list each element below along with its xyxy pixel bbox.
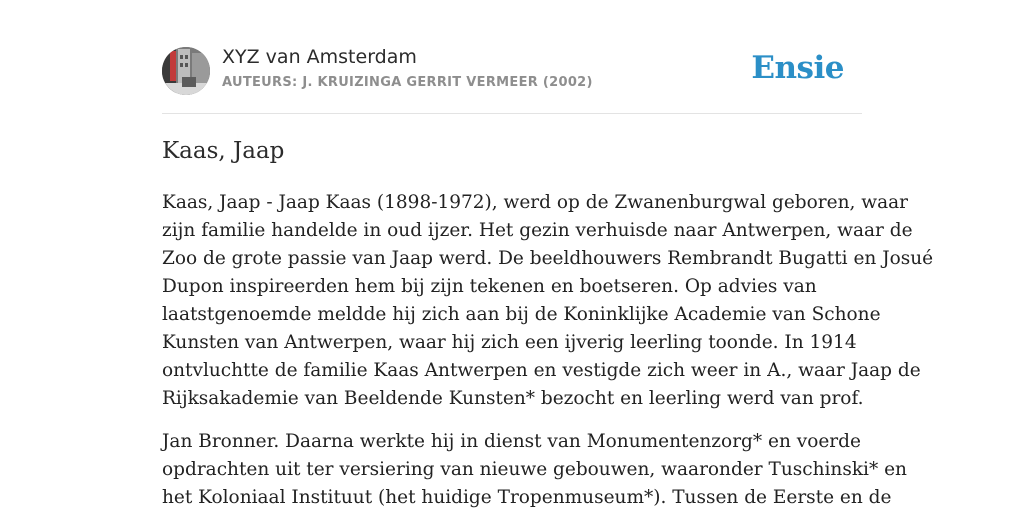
book-header — [162, 46, 862, 96]
ensie-logo[interactable]: Ensie — [751, 50, 844, 86]
entry-paragraph-1 — [162, 189, 934, 413]
paragraph-line: het Koloniaal Instituut (het huidige Tropenmuseum*). Tussen de Eerste en de — [162, 487, 892, 508]
book-cover-avatar[interactable] — [162, 47, 210, 95]
entry-paragraph-2 — [162, 428, 907, 512]
paragraph-line: ontvluchtte de familie Kaas Antwerpen en vestigde zich weer in A., waar Jaap de — [162, 360, 921, 381]
paragraph-line: Zoo de grote passie van Jaap werd. De beeldhouwers Rembrandt Bugatti en Josué — [162, 248, 934, 269]
paragraph-line: Rijksakademie van Beeldende Kunsten* bezocht en leerling werd van prof. — [162, 388, 864, 409]
header-divider — [162, 113, 862, 114]
entry-body — [162, 189, 934, 527]
book-title[interactable]: XYZ van Amsterdam — [222, 46, 417, 68]
entry-title: Kaas, Jaap — [162, 138, 285, 164]
book-authors: AUTEURS: J. KRUIZINGA GERRIT VERMEER (2002) — [222, 75, 593, 90]
book-cover-photo-icon — [162, 47, 210, 95]
paragraph-line: opdrachten uit ter versiering van nieuwe gebouwen, waaronder Tuschinski* en — [162, 459, 907, 480]
paragraph-line: Jan Bronner. Daarna werkte hij in dienst van Monumentenzorg* en voerde — [162, 431, 861, 452]
paragraph-line: Dupon inspireerden hem bij zijn tekenen en boetseren. Op advies van — [162, 276, 817, 297]
page — [162, 0, 934, 512]
paragraph-line: laatstgenoemde meldde hij zich aan bij de Koninklijke Academie van Schone — [162, 304, 881, 325]
paragraph-line: Kunsten van Antwerpen, waar hij zich een ijverig leerling toonde. In 1914 — [162, 332, 857, 353]
paragraph-line: zijn familie handelde in oud ijzer. Het gezin verhuisde naar Antwerpen, waar de — [162, 220, 913, 241]
paragraph-line: Kaas, Jaap - Jaap Kaas (1898-1972), werd op de Zwanenburgwal geboren, waar — [162, 192, 908, 213]
